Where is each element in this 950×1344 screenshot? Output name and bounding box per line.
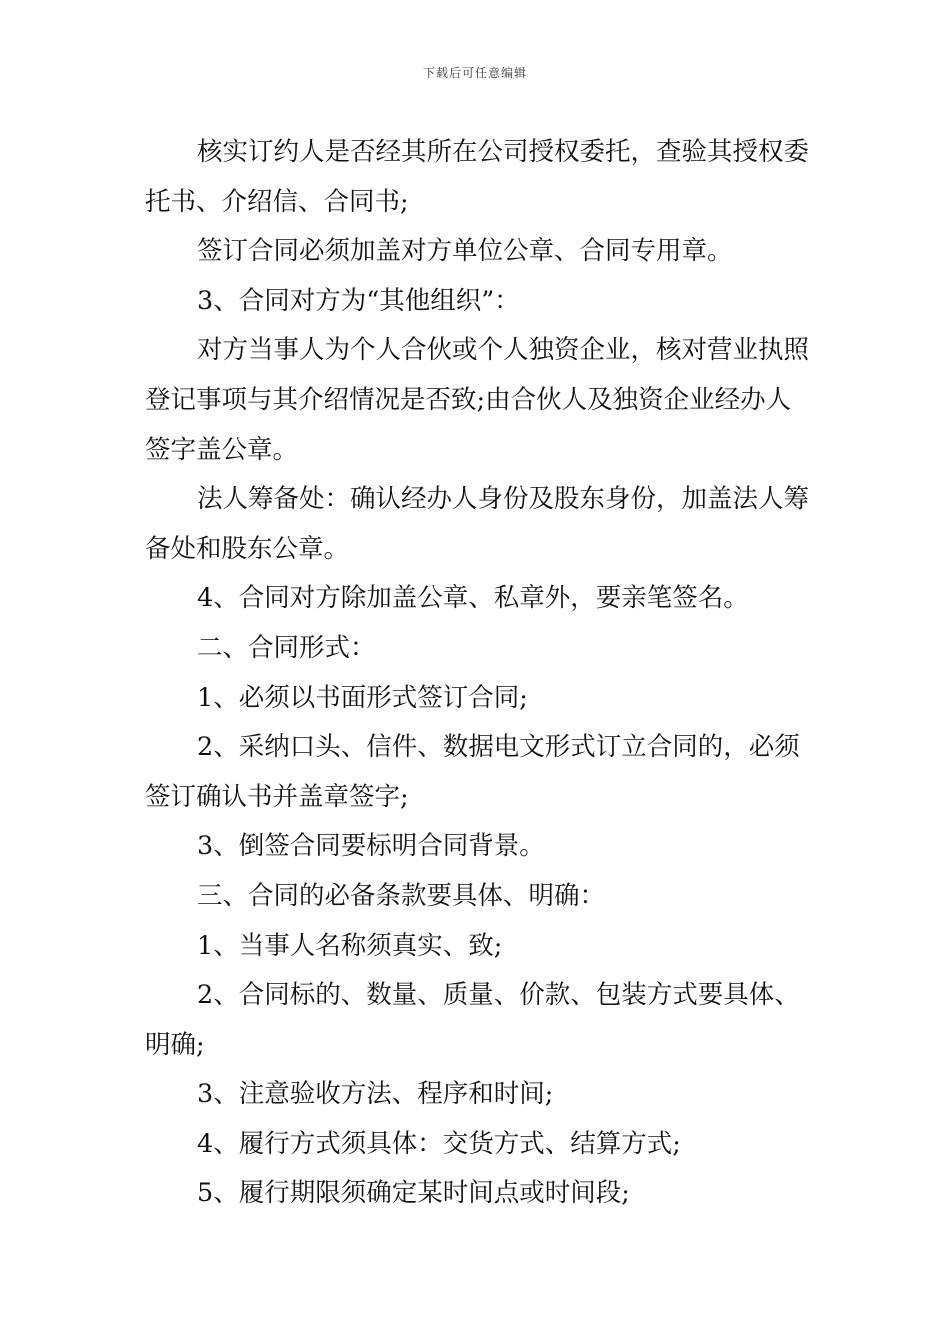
paragraph-backdated: 3、倒签合同要标明合同背景。	[197, 831, 545, 862]
section-heading-contract-form: 二、合同形式：	[197, 632, 376, 663]
paragraph-written-form: 1、必须以书面形式签订合同;	[197, 682, 528, 713]
paragraph-party-name: 1、当事人名称须真实、致;	[197, 930, 503, 961]
paragraph-preparatory-office: 法人筹备处：确认经办人身份及股东身份，加盖法人筹备处和股东公章。	[145, 484, 810, 564]
paragraph-acceptance: 3、注意验收方法、程序和时间;	[197, 1079, 554, 1110]
paragraph-official-seal: 签订合同必须加盖对方单位公章、合同专用章。	[197, 236, 733, 267]
paragraph-other-organization: 3、合同对方为“其他组织”：	[197, 285, 520, 316]
paragraph-subject-matter: 2、合同标的、数量、质量、价款、包装方式要具体、明确;	[145, 980, 800, 1060]
paragraph-partnership: 对方当事人为个人合伙或个人独资企业，核对营业执照登记事项与其介绍情况是否致;由合伙人及独资企业经办人签字盖公章。	[145, 335, 810, 465]
document-body	[145, 128, 810, 1219]
paragraph-verify-authorization: 核实订约人是否经其所在公司授权委托，查验其授权委托书、介绍信、合同书;	[145, 137, 810, 217]
section-heading-clauses: 三、合同的必备条款要具体、明确：	[197, 880, 606, 911]
paragraph-performance-period: 5、履行期限须确定某时间点或时间段;	[197, 1178, 630, 1209]
paragraph-signature: 4、合同对方除加盖公章、私章外，要亲笔签名。	[197, 583, 749, 614]
page-header: 下载后可任意编辑	[422, 66, 527, 80]
paragraph-performance-method: 4、履行方式须具体：交货方式、结算方式;	[197, 1128, 681, 1159]
paragraph-confirmation: 2、采纳口头、信件、数据电文形式订立合同的，必须签订确认书并盖章签字;	[145, 732, 800, 812]
